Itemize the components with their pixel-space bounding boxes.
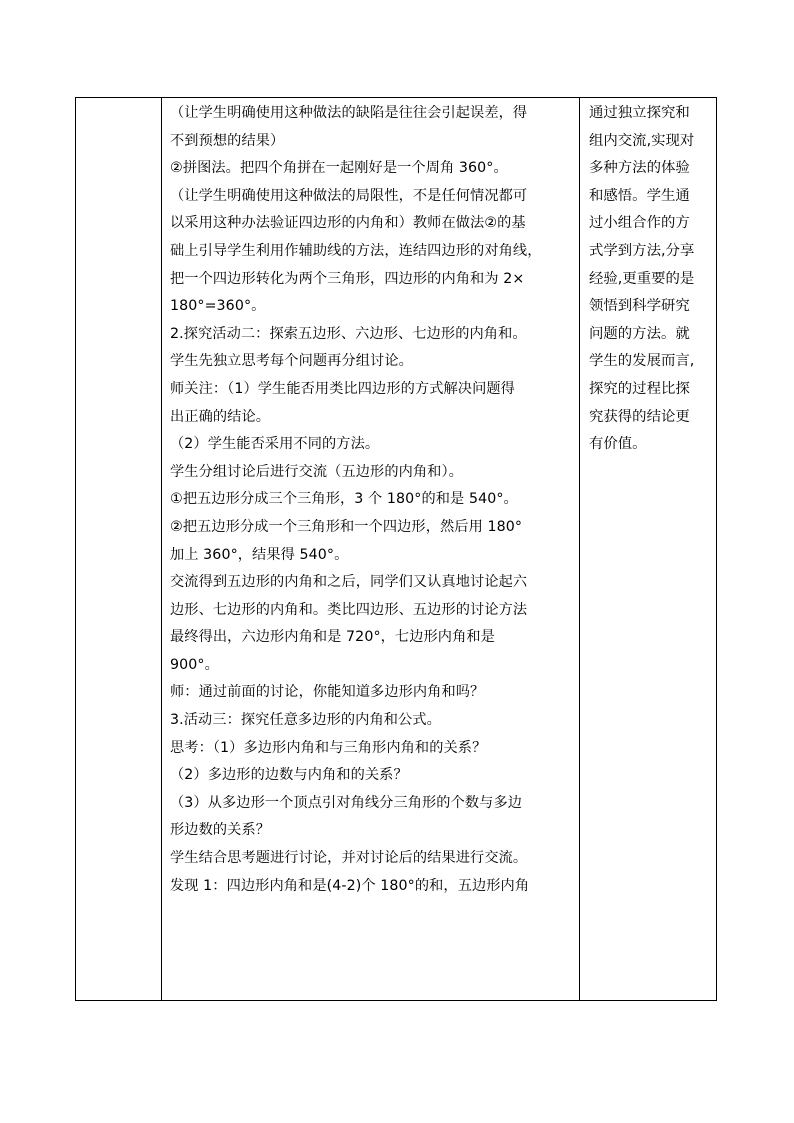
process-line: （2）多边形的边数与内角和的关系？ <box>170 767 408 784</box>
intent-line: 通过独立探究和 <box>589 105 690 121</box>
process-line: 思考：（1）多边形内角和与三角形内角和的关系？ <box>170 739 487 756</box>
process-line: 师关注：（1）学生能否用类比四边形的方式解决问题得 <box>170 380 515 397</box>
process-line: 础上引导学生利用作辅助线的方法，连结四边形的对角线， <box>170 242 542 259</box>
process-line: ②拼图法。把四个角拼在一起刚好是一个周角 360°。 <box>170 160 508 177</box>
intent-line: 领悟到科学研究 <box>589 298 690 315</box>
design-intent-cell <box>580 98 716 1000</box>
process-line: 学生先独立思考每个问题再分组讨论。 <box>170 353 413 370</box>
intent-line: 问题的方法。就 <box>589 325 690 342</box>
intent-line: 探究的过程比探 <box>589 380 690 397</box>
process-line: （让学生明确使用这种做法的局限性，不是任何情况都可 <box>170 187 528 204</box>
process-line: 发现 1：四边形内角和是(4-2)个 180°的和，五边形内角 <box>170 877 530 894</box>
process-line: 不到预想的结果） <box>170 132 285 149</box>
process-line: 180°=360°。 <box>170 298 266 315</box>
intent-line: 经验,更重要的是 <box>589 270 695 287</box>
process-line: 学生结合思考题进行讨论，并对讨论后的结果进行交流。 <box>170 850 528 867</box>
intent-line: 组内交流,实现对 <box>589 132 695 149</box>
process-line: （2）学生能否采用不同的方法。 <box>170 436 380 453</box>
lesson-plan-table <box>75 97 717 1001</box>
process-line: 以采用这种办法验证四边形的内角和）教师在做法②的基 <box>170 215 526 232</box>
process-line: 最终得出，六边形内角和是 720°，七边形内角和是 <box>170 629 495 646</box>
process-line: 学生分组讨论后进行交流（五边形的内角和）。 <box>170 463 463 480</box>
process-line: 师：通过前面的讨论，你能知道多边形内角和吗？ <box>170 684 485 701</box>
intent-line: 究获得的结论更 <box>589 408 690 425</box>
intent-line: 多种方法的体验 <box>589 160 690 177</box>
process-line: 3.活动三：探究任意多边形的内角和公式。 <box>170 712 441 729</box>
intent-line: 式学到方法,分享 <box>589 242 695 259</box>
intent-line: 和感悟。学生通 <box>589 187 690 204</box>
process-line: 出正确的结论。 <box>170 408 271 425</box>
intent-line: 学生的发展而言, <box>589 353 695 370</box>
process-line: 形边数的关系？ <box>170 822 271 839</box>
process-line: （3）从多边形一个顶点引对角线分三角形的个数与多边 <box>170 794 523 811</box>
process-line: ①把五边形分成三个三角形，3 个 180°的和是 540°。 <box>170 491 518 508</box>
process-line: 900°。 <box>170 656 219 673</box>
process-line: 交流得到五边形的内角和之后，同学们又认真地讨论起六 <box>170 574 528 591</box>
process-line: 边形、七边形的内角和。类比四边形、五边形的讨论方法 <box>170 601 528 618</box>
intent-line: 有价值。 <box>589 436 647 453</box>
intent-line: 过小组合作的方 <box>589 215 690 232</box>
process-line: 2.探究活动二：探索五边形、六边形、七边形的内角和。 <box>170 325 527 342</box>
process-line: ②把五边形分成一个三角形和一个四边形，然后用 180° <box>170 518 523 535</box>
teaching-process-cell <box>162 98 580 1000</box>
process-line: （让学生明确使用这种做法的缺陷是往往会引起误差，得 <box>170 105 528 121</box>
stage-column-cell <box>76 98 162 1000</box>
process-line: 把一个四边形转化为两个三角形，四边形的内角和为 2× <box>170 270 525 287</box>
process-line: 加上 360°，结果得 540°。 <box>170 546 349 563</box>
